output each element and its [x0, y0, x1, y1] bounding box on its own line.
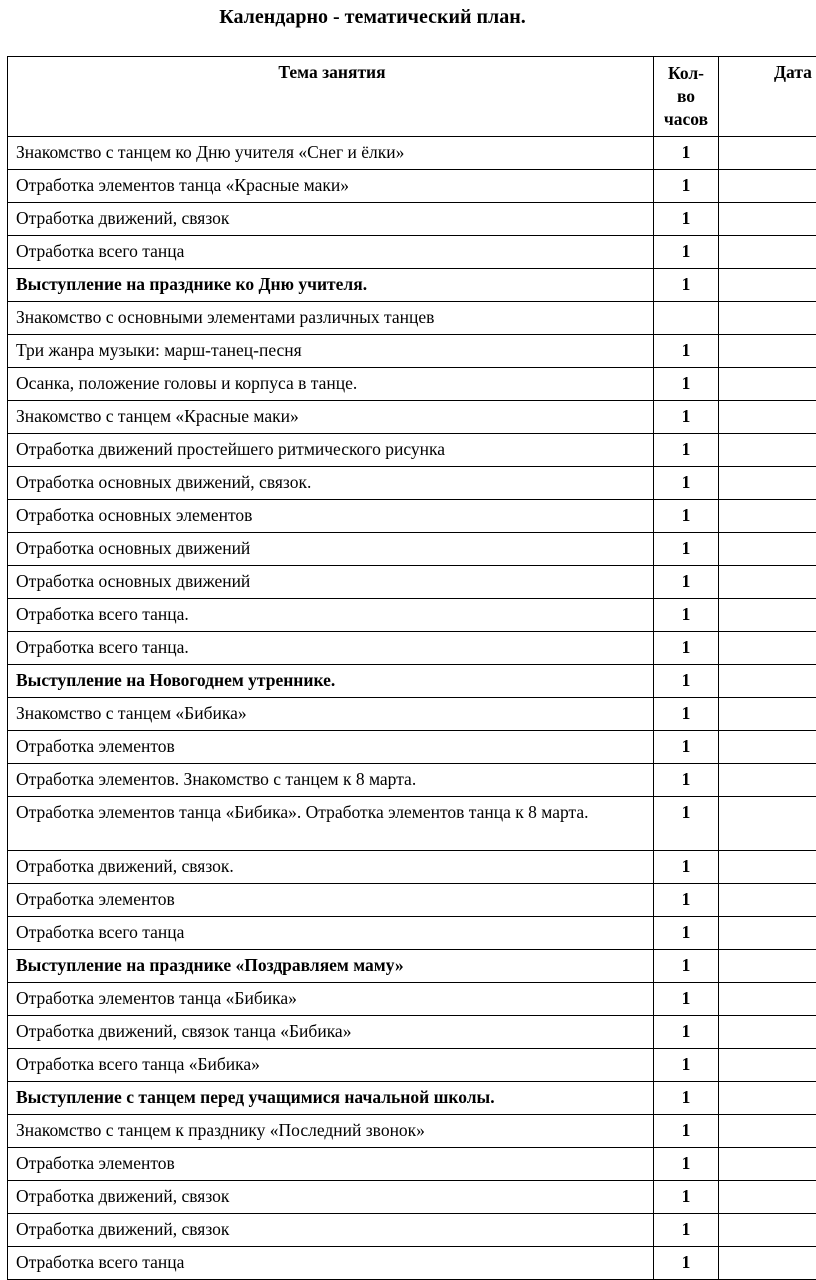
row-date: [719, 599, 816, 632]
row-hours: 1: [654, 731, 719, 764]
row-date: [719, 1115, 816, 1148]
row-topic: Выступление на Новогоднем утреннике.: [8, 665, 654, 698]
row-hours: 1: [654, 764, 719, 797]
row-hours: 1: [654, 1214, 719, 1247]
row-date: [719, 1181, 816, 1214]
table-row: [8, 566, 816, 599]
row-date: [719, 764, 816, 797]
row-date: [719, 434, 816, 467]
row-date: [719, 302, 816, 335]
row-hours: 1: [654, 917, 719, 950]
header-date-label: Дата: [774, 62, 812, 82]
row-topic: Отработка элементов: [8, 1148, 654, 1181]
header-date: [719, 57, 816, 137]
table-row: [8, 1181, 816, 1214]
table-row: [8, 632, 816, 665]
row-topic: Знакомство с танцем к празднику «Последний звонок»: [8, 1115, 654, 1148]
table-row: [8, 983, 816, 1016]
row-hours: 1: [654, 533, 719, 566]
row-topic: Отработка всего танца «Бибика»: [8, 1049, 654, 1082]
table-row: [8, 302, 816, 335]
table-row: [8, 731, 816, 764]
header-topic: [8, 57, 654, 137]
row-topic: Отработка всего танца: [8, 236, 654, 269]
row-date: [719, 533, 816, 566]
row-date: [719, 851, 816, 884]
row-hours: 1: [654, 797, 719, 851]
row-date: [719, 137, 816, 170]
table-row: [8, 665, 816, 698]
table-row: [8, 917, 816, 950]
table-row: [8, 599, 816, 632]
table-row: [8, 170, 816, 203]
row-hours: 1: [654, 236, 719, 269]
row-date: [719, 566, 816, 599]
row-date: [719, 368, 816, 401]
row-hours: 1: [654, 137, 719, 170]
row-hours: 1: [654, 950, 719, 983]
table-row: [8, 950, 816, 983]
row-topic: Отработка элементов. Знакомство с танцем к 8 марта.: [8, 764, 654, 797]
row-date: [719, 401, 816, 434]
row-topic: Три жанра музыки: марш-танец-песня: [8, 335, 654, 368]
table-row: [8, 1016, 816, 1049]
row-date: [719, 632, 816, 665]
row-hours: 1: [654, 1049, 719, 1082]
table-row: [8, 1148, 816, 1181]
table-row: [8, 203, 816, 236]
table-row: [8, 1082, 816, 1115]
row-date: [719, 884, 816, 917]
table-row: [8, 698, 816, 731]
row-topic: Выступление на празднике ко Дню учителя.: [8, 269, 654, 302]
row-hours: 1: [654, 434, 719, 467]
table-row: [8, 467, 816, 500]
row-hours: 1: [654, 665, 719, 698]
row-topic: Отработка элементов танца «Красные маки»: [8, 170, 654, 203]
row-date: [719, 950, 816, 983]
table-row: [8, 764, 816, 797]
table-row: [8, 1214, 816, 1247]
row-date: [719, 1082, 816, 1115]
row-hours: 1: [654, 698, 719, 731]
table-body: [8, 137, 816, 1280]
row-date: [719, 269, 816, 302]
row-date: [719, 698, 816, 731]
row-topic: Знакомство с основными элементами различных танцев: [8, 302, 654, 335]
table-row: [8, 533, 816, 566]
row-topic: Отработка элементов: [8, 884, 654, 917]
row-topic: Отработка основных движений, связок.: [8, 467, 654, 500]
row-date: [719, 731, 816, 764]
row-hours: 1: [654, 599, 719, 632]
row-topic: Отработка движений, связок: [8, 1214, 654, 1247]
row-hours: 1: [654, 983, 719, 1016]
row-date: [719, 1148, 816, 1181]
row-topic: Отработка всего танца: [8, 1247, 654, 1280]
row-topic: Знакомство с танцем «Бибика»: [8, 698, 654, 731]
row-hours: 1: [654, 269, 719, 302]
header-hours-line3: часов: [656, 108, 716, 131]
row-hours: 1: [654, 851, 719, 884]
table-row: [8, 137, 816, 170]
row-date: [719, 170, 816, 203]
row-topic: Знакомство с танцем «Красные маки»: [8, 401, 654, 434]
row-hours: 1: [654, 1181, 719, 1214]
header-hours-line1: Кол-: [656, 62, 716, 85]
row-topic: Отработка элементов: [8, 731, 654, 764]
row-hours: 1: [654, 203, 719, 236]
row-hours: 1: [654, 632, 719, 665]
row-topic: Отработка всего танца: [8, 917, 654, 950]
row-topic: Выступление с танцем перед учащимися начальной школы.: [8, 1082, 654, 1115]
header-topic-label: Тема занятия: [278, 62, 385, 82]
row-date: [719, 236, 816, 269]
row-hours: 1: [654, 1016, 719, 1049]
table-row: [8, 797, 816, 851]
row-hours: 1: [654, 1247, 719, 1280]
row-topic: Отработка движений простейшего ритмического рисунка: [8, 434, 654, 467]
row-hours: 1: [654, 1115, 719, 1148]
row-date: [719, 467, 816, 500]
row-hours: 1: [654, 467, 719, 500]
row-topic: Отработка движений, связок.: [8, 851, 654, 884]
row-hours: 1: [654, 1148, 719, 1181]
row-hours: 1: [654, 335, 719, 368]
row-date: [719, 983, 816, 1016]
table-row: [8, 434, 816, 467]
row-hours: 1: [654, 1082, 719, 1115]
row-topic: Отработка движений, связок: [8, 1181, 654, 1214]
row-date: [719, 1247, 816, 1280]
row-topic: Отработка элементов танца «Бибика». Отработка элементов танца к 8 марта.: [8, 797, 654, 851]
row-topic: Выступление на празднике «Поздравляем маму»: [8, 950, 654, 983]
row-topic: Отработка основных движений: [8, 566, 654, 599]
row-topic: Отработка движений, связок танца «Бибика»: [8, 1016, 654, 1049]
header-hours-line2: во: [656, 85, 716, 108]
table-row: [8, 1247, 816, 1280]
table-row: [8, 1049, 816, 1082]
row-date: [719, 1214, 816, 1247]
table-row: [8, 401, 816, 434]
table-row: [8, 500, 816, 533]
row-hours: 1: [654, 884, 719, 917]
row-topic: Отработка элементов танца «Бибика»: [8, 983, 654, 1016]
row-hours: 1: [654, 566, 719, 599]
table-row: [8, 884, 816, 917]
table-row: [8, 851, 816, 884]
page-title: Календарно - тематический план.: [0, 4, 745, 30]
row-topic: Отработка основных движений: [8, 533, 654, 566]
row-hours: 1: [654, 170, 719, 203]
table-row: [8, 236, 816, 269]
row-topic: Отработка движений, связок: [8, 203, 654, 236]
row-hours: [654, 302, 719, 335]
table-row: [8, 269, 816, 302]
thematic-plan-table: [7, 56, 816, 1280]
row-hours: 1: [654, 500, 719, 533]
row-topic: Осанка, положение головы и корпуса в танце.: [8, 368, 654, 401]
row-date: [719, 665, 816, 698]
row-date: [719, 500, 816, 533]
table-row: [8, 368, 816, 401]
row-topic: Знакомство с танцем ко Дню учителя «Снег и ёлки»: [8, 137, 654, 170]
table-row: [8, 335, 816, 368]
row-topic: Отработка всего танца.: [8, 632, 654, 665]
row-topic: Отработка всего танца.: [8, 599, 654, 632]
row-date: [719, 917, 816, 950]
row-hours: 1: [654, 368, 719, 401]
row-topic: Отработка основных элементов: [8, 500, 654, 533]
row-date: [719, 1016, 816, 1049]
row-date: [719, 203, 816, 236]
row-date: [719, 1049, 816, 1082]
header-hours: [654, 57, 719, 137]
row-date: [719, 335, 816, 368]
row-date: [719, 797, 816, 851]
table-header-row: [8, 57, 816, 137]
table-row: [8, 1115, 816, 1148]
row-hours: 1: [654, 401, 719, 434]
